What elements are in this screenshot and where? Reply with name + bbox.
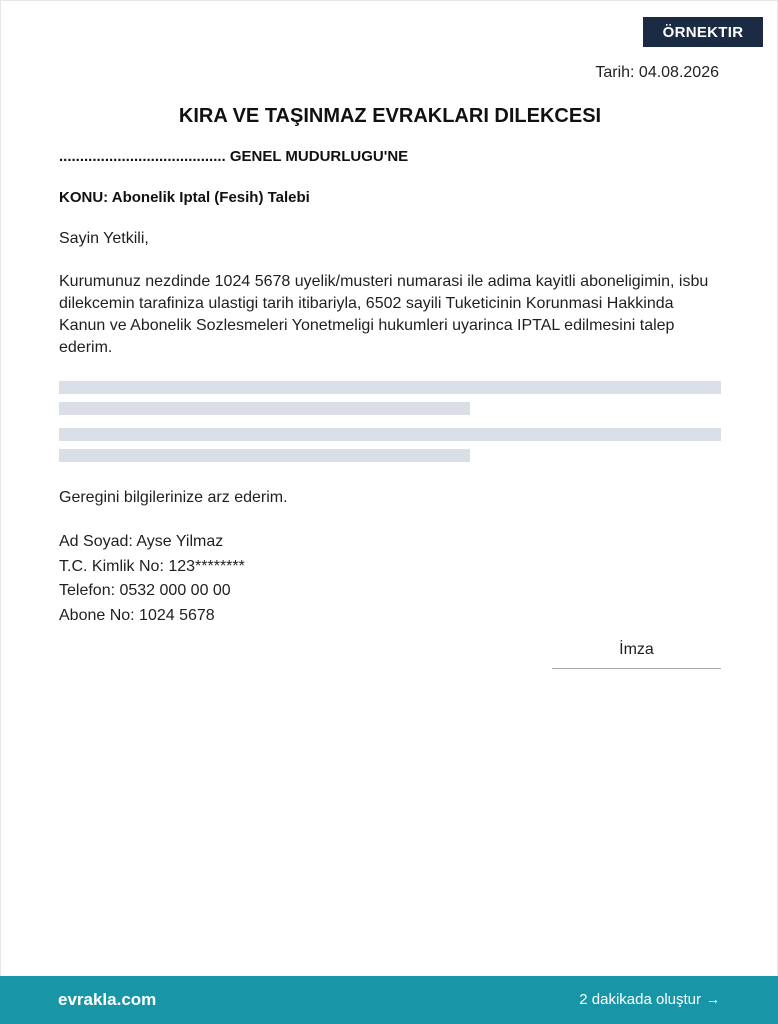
info-subscriber: Abone No: 1024 5678	[59, 606, 215, 624]
signature-label: İmza	[619, 641, 654, 658]
placeholder-line	[59, 402, 470, 415]
placeholder-line	[59, 381, 721, 394]
body-paragraph: Kurumunuz nezdinde 1024 5678 uyelik/musteri numarasi ile adima kayitli aboneligimin, isbu dilekcemin tarafiniza ulastigi tarih itibariyla, 6502 sayili Tuketicinin Korunmasi Hakkinda Kanun ve Abonelik Sozlesmeleri Yonetmeligi hukumleri uyarinca IPTAL edilmesini talep ederim.	[59, 273, 709, 356]
placeholder-line	[59, 428, 721, 441]
info-name: Ad Soyad: Ayse Yilmaz	[59, 533, 224, 550]
arrow-right-icon: →	[706, 991, 720, 1007]
info-tc: T.C. Kimlik No: 123********	[59, 557, 245, 575]
greeting: Sayin Yetkili,	[59, 230, 149, 247]
create-cta-link[interactable]	[579, 991, 720, 1008]
sample-badge: ÖRNEKTIR	[643, 17, 763, 47]
subject-line: KONU: Abonelik Iptal (Fesih) Talebi	[59, 189, 310, 206]
footer-bar	[0, 976, 778, 1024]
placeholder-line	[59, 449, 470, 462]
info-phone: Telefon: 0532 000 00 00	[59, 582, 231, 599]
personal-info	[59, 530, 245, 628]
cta-label: 2 dakikada oluştur	[579, 991, 701, 1008]
date-line: Tarih: 04.08.2026	[595, 64, 719, 81]
document-title: KIRA VE TAŞINMAZ EVRAKLARI DILEKCESI	[178, 105, 602, 127]
recipient-line: ........................................ GENEL MUDURLUGU'NE	[59, 148, 409, 165]
signature-line	[552, 668, 721, 669]
brand-link[interactable]: evrakla.com	[58, 990, 157, 1009]
closing-line: Geregini bilgilerinize arz ederim.	[59, 489, 288, 506]
